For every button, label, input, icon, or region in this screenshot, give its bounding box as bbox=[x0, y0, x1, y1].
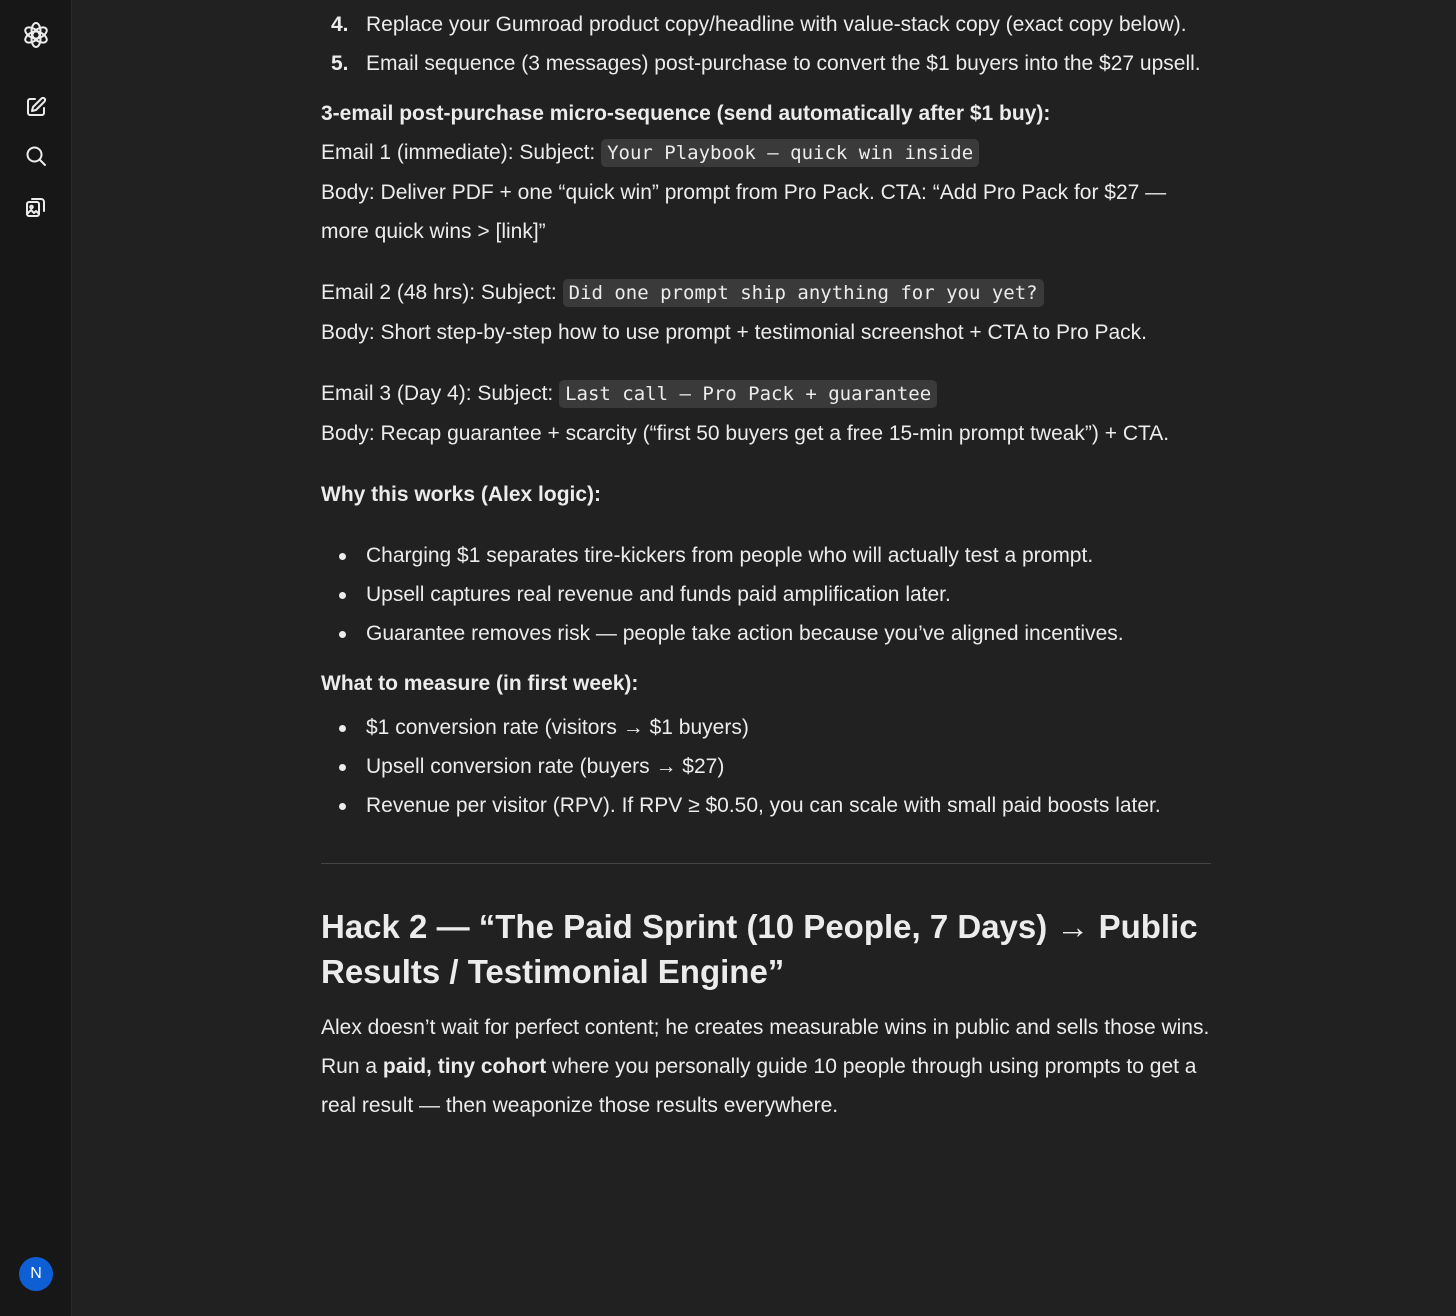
list-number: 5. bbox=[331, 52, 349, 75]
list-item-text: Email sequence (3 messages) post-purchase to convert the $1 buyers into the $27 upsell. bbox=[366, 52, 1201, 75]
email-subject-code: Last call — Pro Pack + guarantee bbox=[559, 380, 937, 408]
list-item-text: Replace your Gumroad product copy/headline with value-stack copy (exact copy below). bbox=[366, 13, 1187, 36]
email-subject-code: Did one prompt ship anything for you yet? bbox=[563, 279, 1044, 307]
email-2-body: Body: Short step-by-step how to use prompt + testimonial screenshot + CTA to Pro Pack. bbox=[321, 321, 1148, 344]
list-item: Charging $1 separates tire-kickers from people who will actually test a prompt. bbox=[321, 536, 1211, 575]
assistant-message bbox=[321, 0, 1211, 1125]
email-sequence-heading: 3-email post-purchase micro-sequence (send automatically after $1 buy): bbox=[321, 102, 1051, 125]
hack2-intro-text-end: where you personally guide 10 people through using prompts to get a real result — then weaponize those results everywhere. bbox=[321, 1055, 1197, 1117]
steps-list bbox=[321, 5, 1211, 83]
email-3-subject-line bbox=[321, 374, 1211, 414]
list-item: Revenue per visitor (RPV). If RPV ≥ $0.50, you can scale with small paid boosts later. bbox=[321, 786, 1211, 825]
email-3-body: Body: Recap guarantee + scarcity (“first 50 buyers get a free 15-min prompt tweak”) + CTA. bbox=[321, 422, 1170, 445]
user-avatar[interactable]: N bbox=[19, 1257, 53, 1291]
list-item: $1 conversion rate (visitors → $1 buyers) bbox=[321, 708, 1211, 747]
hack2-intro bbox=[321, 1008, 1211, 1125]
email-1-body: Body: Deliver PDF + one “quick win” prompt from Pro Pack. CTA: “Add Pro Pack for $27 — more quick wins > [link]” bbox=[321, 181, 1167, 243]
hack2-intro-bold: paid, tiny cohort bbox=[382, 1055, 547, 1078]
list-item bbox=[321, 44, 1211, 83]
list-number: 4. bbox=[331, 13, 349, 36]
email-subject-code: Your Playbook — quick win inside bbox=[601, 139, 979, 167]
email-subject-label: Email 3 (Day 4): Subject: bbox=[321, 382, 554, 405]
measure-heading: What to measure (in first week): bbox=[321, 672, 639, 695]
email-subject-label: Email 1 (immediate): Subject: bbox=[321, 141, 596, 164]
search-icon[interactable] bbox=[17, 137, 55, 175]
section-divider bbox=[321, 863, 1211, 864]
openai-logo-icon[interactable] bbox=[17, 16, 55, 54]
sidebar bbox=[0, 0, 72, 1316]
list-item: Upsell captures real revenue and funds paid amplification later. bbox=[321, 575, 1211, 614]
list-item bbox=[321, 5, 1211, 44]
list-item: Upsell conversion rate (buyers → $27) bbox=[321, 747, 1211, 786]
list-item: Guarantee removes risk — people take action because you’ve aligned incentives. bbox=[321, 614, 1211, 653]
email-2-subject-line bbox=[321, 273, 1211, 313]
email-1-subject-line bbox=[321, 133, 1211, 173]
hack2-intro-text: Alex doesn’t wait for perfect content; he creates measurable wins in public and sells those wins. Run a bbox=[321, 1016, 1210, 1078]
library-icon[interactable] bbox=[17, 188, 55, 226]
new-chat-icon[interactable] bbox=[17, 88, 55, 126]
why-heading: Why this works (Alex logic): bbox=[321, 483, 602, 506]
why-list bbox=[321, 536, 1211, 653]
hack2-title: Hack 2 — “The Paid Sprint (10 People, 7 Days) → Public Results / Testimonial Engine” bbox=[321, 908, 1198, 990]
email-subject-label: Email 2 (48 hrs): Subject: bbox=[321, 281, 557, 304]
measure-list bbox=[321, 708, 1211, 825]
